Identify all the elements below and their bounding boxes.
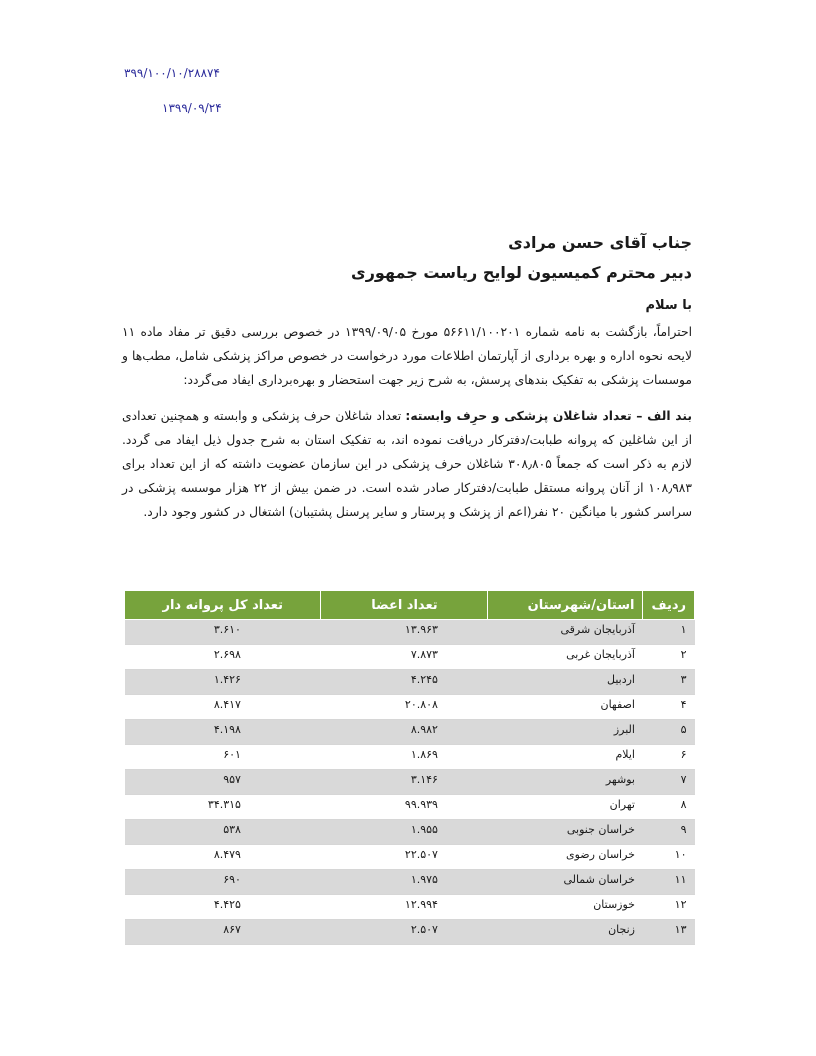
cell-province: اردبیل bbox=[488, 670, 643, 695]
cell-row-number: ۱۰ bbox=[643, 845, 695, 870]
addressee-name: جناب آقای حسن مرادی bbox=[508, 233, 692, 252]
cell-licensed: ۹۵۷ bbox=[125, 770, 321, 795]
cell-row-number: ۱۲ bbox=[643, 895, 695, 920]
cell-licensed: ۲.۶۹۸ bbox=[125, 645, 321, 670]
cell-members: ۲.۵۰۷ bbox=[321, 920, 488, 945]
cell-province: تهران bbox=[488, 795, 643, 820]
cell-licensed: ۸۶۷ bbox=[125, 920, 321, 945]
cell-members: ۳.۱۴۶ bbox=[321, 770, 488, 795]
table-row bbox=[125, 820, 695, 845]
cell-licensed: ۵۳۸ bbox=[125, 820, 321, 845]
cell-province: البرز bbox=[488, 720, 643, 745]
cell-licensed: ۳.۶۱۰ bbox=[125, 620, 321, 645]
column-header-licensed: تعداد کل پروانه دار bbox=[125, 591, 321, 620]
cell-province: خراسان جنوبی bbox=[488, 820, 643, 845]
cell-members: ۱۳.۹۶۳ bbox=[321, 620, 488, 645]
cell-row-number: ۱۱ bbox=[643, 870, 695, 895]
cell-members: ۲۲.۵۰۷ bbox=[321, 845, 488, 870]
cell-members: ۸.۹۸۲ bbox=[321, 720, 488, 745]
cell-row-number: ۸ bbox=[643, 795, 695, 820]
section-a-heading: بند الف – تعداد شاغلان پزشکی و حرِف وابسته: bbox=[405, 409, 692, 423]
cell-licensed: ۸.۴۱۷ bbox=[125, 695, 321, 720]
paragraph-section-a bbox=[122, 404, 692, 524]
salutation: با سلام bbox=[645, 298, 692, 313]
table-row bbox=[125, 920, 695, 945]
cell-province: ایلام bbox=[488, 745, 643, 770]
cell-row-number: ۴ bbox=[643, 695, 695, 720]
cell-row-number: ۱۳ bbox=[643, 920, 695, 945]
table-row bbox=[125, 645, 695, 670]
table-row bbox=[125, 745, 695, 770]
cell-licensed: ۴.۱۹۸ bbox=[125, 720, 321, 745]
cell-members: ۱.۹۵۵ bbox=[321, 820, 488, 845]
cell-members: ۲۰.۸۰۸ bbox=[321, 695, 488, 720]
table-row bbox=[125, 845, 695, 870]
cell-row-number: ۵ bbox=[643, 720, 695, 745]
cell-province: زنجان bbox=[488, 920, 643, 945]
cell-province: خراسان رضوی bbox=[488, 845, 643, 870]
table-body bbox=[125, 620, 695, 945]
table-row bbox=[125, 870, 695, 895]
cell-licensed: ۶۰۱ bbox=[125, 745, 321, 770]
cell-row-number: ۶ bbox=[643, 745, 695, 770]
cell-members: ۱.۹۷۵ bbox=[321, 870, 488, 895]
cell-province: آذربایجان شرقی bbox=[488, 620, 643, 645]
paragraph-intro: احتراماً، بازگشت به نامه شماره ۵۶۶۱۱/۱۰۰۲۰۱ مورخ ۱۳۹۹/۰۹/۰۵ در خصوص بررسی دقیق تر مفاد ماده ۱۱ لایحه نحوه اداره و بهره برداری از آپارتمان اطلاعات مورد درخواست در خصوص مراکز پزشکی شامل، مطب‌ها و موسسات پزشکی به تفکیک بندهای پرسش، به شرح زیر جهت استحضار و بهره‌برداری ایفاد می‌گردد: bbox=[122, 325, 692, 387]
table-row bbox=[125, 695, 695, 720]
table-row bbox=[125, 795, 695, 820]
column-header-members: تعداد اعضا bbox=[321, 591, 488, 620]
column-header-province: استان/شهرستان bbox=[488, 591, 643, 620]
cell-province: اصفهان bbox=[488, 695, 643, 720]
table-row bbox=[125, 770, 695, 795]
cell-licensed: ۶۹۰ bbox=[125, 870, 321, 895]
cell-row-number: ۷ bbox=[643, 770, 695, 795]
column-header-row-number: ردیف bbox=[643, 591, 695, 620]
cell-members: ۹۹.۹۳۹ bbox=[321, 795, 488, 820]
cell-row-number: ۳ bbox=[643, 670, 695, 695]
cell-members: ۱.۸۶۹ bbox=[321, 745, 488, 770]
table-row bbox=[125, 720, 695, 745]
cell-members: ۱۲.۹۹۴ bbox=[321, 895, 488, 920]
letter-date: ۱۳۹۹/۰۹/۲۴ bbox=[162, 101, 222, 115]
cell-members: ۴.۲۴۵ bbox=[321, 670, 488, 695]
cell-members: ۷.۸۷۳ bbox=[321, 645, 488, 670]
cell-province: خراسان شمالی bbox=[488, 870, 643, 895]
addressee-title: دبیر محترم کمیسیون لوایح ریاست جمهوری bbox=[351, 263, 692, 282]
cell-licensed: ۳۴.۳۱۵ bbox=[125, 795, 321, 820]
table-row bbox=[125, 670, 695, 695]
addressee-block bbox=[351, 228, 692, 288]
table-row bbox=[125, 620, 695, 645]
cell-row-number: ۲ bbox=[643, 645, 695, 670]
cell-licensed: ۴.۴۲۵ bbox=[125, 895, 321, 920]
cell-row-number: ۱ bbox=[643, 620, 695, 645]
section-a-text: تعداد شاغلان حرف پزشکی و وابسته و همچنین تعدادی از این شاغلین که پروانه طبابت/دفترکار دریافت نموده اند، به تفکیک استان به شرح جدول ذیل ایفاد می گردد. لازم به ذکر است که جمعاً ۳۰۸٫۸۰۵ شاغلان حرف پزشکی در این سازمان عضویت داشته که از این تعداد برای ۱۰۸٫۹۸۳ از آنان پروانه مستقل طبابت/دفترکار صادر شده است. در ضمن بیش از ۲۲ هزار موسسه پزشکی در سراسر کشور با میانگین ۲۰ نفر(اعم از پزشک و پرستار و سایر پرسنل پشتیبان) اشتغال در کشور وجود دارد. bbox=[122, 409, 693, 519]
table-header-row bbox=[125, 591, 695, 620]
cell-licensed: ۱.۴۲۶ bbox=[125, 670, 321, 695]
province-members-table bbox=[124, 590, 695, 945]
letter-number: ۳۹۹/۱۰۰/۱۰/۲۸۸۷۴ bbox=[124, 66, 220, 80]
cell-licensed: ۸.۴۷۹ bbox=[125, 845, 321, 870]
cell-province: آذربایجان غربی bbox=[488, 645, 643, 670]
cell-province: خوزستان bbox=[488, 895, 643, 920]
cell-province: بوشهر bbox=[488, 770, 643, 795]
cell-row-number: ۹ bbox=[643, 820, 695, 845]
table-row bbox=[125, 895, 695, 920]
